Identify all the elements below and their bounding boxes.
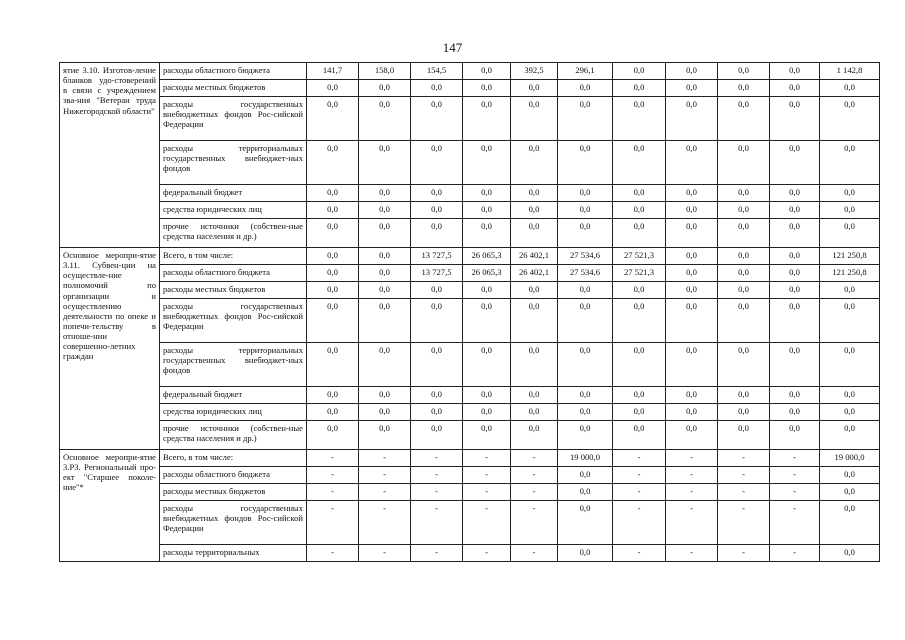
funding-source-cell: средства юридических лиц bbox=[160, 202, 307, 219]
value-cell: 0,0 bbox=[307, 141, 359, 185]
value-cell: 0,0 bbox=[718, 219, 770, 248]
value-cell: 0,0 bbox=[511, 343, 558, 387]
value-cell: - bbox=[411, 545, 463, 562]
value-cell: - bbox=[463, 484, 511, 501]
value-cell: 0,0 bbox=[666, 387, 718, 404]
value-cell: 0,0 bbox=[359, 248, 411, 265]
value-cell: 13 727,5 bbox=[411, 248, 463, 265]
funding-source-cell: средства юридических лиц bbox=[160, 404, 307, 421]
total-value-cell: 0,0 bbox=[820, 202, 880, 219]
total-value-cell: 0,0 bbox=[820, 97, 880, 141]
value-cell: - bbox=[511, 467, 558, 484]
value-cell: 0,0 bbox=[718, 343, 770, 387]
value-cell: 0,0 bbox=[411, 97, 463, 141]
table-row bbox=[60, 80, 880, 97]
value-cell: - bbox=[307, 484, 359, 501]
value-cell: 0,0 bbox=[463, 343, 511, 387]
value-cell: 0,0 bbox=[666, 202, 718, 219]
value-cell: 0,0 bbox=[558, 404, 613, 421]
value-cell: 0,0 bbox=[307, 265, 359, 282]
value-cell: 0,0 bbox=[718, 404, 770, 421]
total-value-cell: 0,0 bbox=[820, 80, 880, 97]
value-cell: - bbox=[770, 545, 820, 562]
value-cell: 0,0 bbox=[463, 97, 511, 141]
value-cell: - bbox=[359, 501, 411, 545]
value-cell: 0,0 bbox=[411, 282, 463, 299]
value-cell: 0,0 bbox=[307, 343, 359, 387]
value-cell: 0,0 bbox=[770, 202, 820, 219]
value-cell: 0,0 bbox=[463, 387, 511, 404]
funding-source-cell: федеральный бюджет bbox=[160, 185, 307, 202]
total-value-cell: 0,0 bbox=[820, 545, 880, 562]
value-cell: 0,0 bbox=[613, 97, 666, 141]
value-cell: 0,0 bbox=[463, 63, 511, 80]
value-cell: - bbox=[613, 484, 666, 501]
value-cell: 0,0 bbox=[613, 299, 666, 343]
funding-source-cell: расходы местных бюджетов bbox=[160, 484, 307, 501]
funding-source-cell: расходы территориальных государственных внебюджет-ных фондов bbox=[160, 141, 307, 185]
value-cell: 0,0 bbox=[558, 202, 613, 219]
total-value-cell: 0,0 bbox=[820, 185, 880, 202]
value-cell: - bbox=[718, 501, 770, 545]
value-cell: 0,0 bbox=[359, 299, 411, 343]
funding-source-cell: федеральный бюджет bbox=[160, 387, 307, 404]
value-cell: 0,0 bbox=[511, 219, 558, 248]
value-cell: 0,0 bbox=[511, 141, 558, 185]
value-cell: - bbox=[770, 484, 820, 501]
funding-source-cell: расходы местных бюджетов bbox=[160, 282, 307, 299]
table-row bbox=[60, 63, 880, 80]
value-cell: 0,0 bbox=[770, 387, 820, 404]
value-cell: - bbox=[613, 450, 666, 467]
value-cell: - bbox=[666, 450, 718, 467]
value-cell: 0,0 bbox=[359, 202, 411, 219]
value-cell: - bbox=[613, 545, 666, 562]
value-cell: 0,0 bbox=[511, 185, 558, 202]
value-cell: - bbox=[770, 501, 820, 545]
value-cell: 0,0 bbox=[718, 63, 770, 80]
value-cell: 26 065,3 bbox=[463, 265, 511, 282]
funding-source-cell: расходы государственных внебюджетных фондов Рос-сийской Федерации bbox=[160, 97, 307, 141]
value-cell: 0,0 bbox=[359, 219, 411, 248]
value-cell: - bbox=[307, 467, 359, 484]
value-cell: 0,0 bbox=[359, 97, 411, 141]
value-cell: 13 727,5 bbox=[411, 265, 463, 282]
value-cell: 0,0 bbox=[359, 421, 411, 450]
value-cell: 0,0 bbox=[718, 299, 770, 343]
value-cell: 0,0 bbox=[558, 343, 613, 387]
value-cell: 0,0 bbox=[770, 265, 820, 282]
value-cell: 0,0 bbox=[666, 141, 718, 185]
value-cell: 0,0 bbox=[718, 387, 770, 404]
total-value-cell: 0,0 bbox=[820, 501, 880, 545]
table-row bbox=[60, 484, 880, 501]
table-row bbox=[60, 450, 880, 467]
value-cell: - bbox=[359, 545, 411, 562]
value-cell: 0,0 bbox=[307, 421, 359, 450]
funding-source-cell: расходы областного бюджета bbox=[160, 265, 307, 282]
value-cell: 0,0 bbox=[359, 343, 411, 387]
value-cell: 0,0 bbox=[666, 421, 718, 450]
value-cell: 0,0 bbox=[411, 421, 463, 450]
value-cell: - bbox=[307, 545, 359, 562]
value-cell: 0,0 bbox=[613, 141, 666, 185]
value-cell: 19 000,0 bbox=[558, 450, 613, 467]
value-cell: 0,0 bbox=[463, 185, 511, 202]
value-cell: 0,0 bbox=[558, 501, 613, 545]
table-row bbox=[60, 404, 880, 421]
value-cell: 0,0 bbox=[718, 282, 770, 299]
value-cell: - bbox=[511, 545, 558, 562]
value-cell: 158,0 bbox=[359, 63, 411, 80]
value-cell: 0,0 bbox=[558, 421, 613, 450]
value-cell: - bbox=[666, 484, 718, 501]
value-cell: 0,0 bbox=[666, 299, 718, 343]
value-cell: - bbox=[770, 467, 820, 484]
funding-source-cell: прочие источники (собствен-ные средства населения и др.) bbox=[160, 421, 307, 450]
value-cell: 0,0 bbox=[307, 404, 359, 421]
value-cell: 0,0 bbox=[463, 282, 511, 299]
value-cell: 0,0 bbox=[770, 185, 820, 202]
table-row bbox=[60, 299, 880, 343]
value-cell: - bbox=[666, 467, 718, 484]
value-cell: 0,0 bbox=[463, 219, 511, 248]
value-cell: 27 521,3 bbox=[613, 265, 666, 282]
value-cell: 27 534,6 bbox=[558, 248, 613, 265]
value-cell: 0,0 bbox=[463, 202, 511, 219]
value-cell: 0,0 bbox=[411, 404, 463, 421]
value-cell: - bbox=[463, 467, 511, 484]
funding-source-cell: прочие источники (собствен-ные средства населения и др.) bbox=[160, 219, 307, 248]
value-cell: 0,0 bbox=[511, 387, 558, 404]
value-cell: 0,0 bbox=[307, 202, 359, 219]
total-value-cell: 0,0 bbox=[820, 467, 880, 484]
total-value-cell: 0,0 bbox=[820, 404, 880, 421]
value-cell: - bbox=[411, 450, 463, 467]
value-cell: 0,0 bbox=[613, 63, 666, 80]
value-cell: - bbox=[613, 467, 666, 484]
value-cell: - bbox=[718, 545, 770, 562]
value-cell: 0,0 bbox=[558, 80, 613, 97]
value-cell: 0,0 bbox=[666, 219, 718, 248]
total-value-cell: 0,0 bbox=[820, 141, 880, 185]
value-cell: 0,0 bbox=[558, 282, 613, 299]
value-cell: 0,0 bbox=[463, 141, 511, 185]
value-cell: 0,0 bbox=[718, 421, 770, 450]
value-cell: 0,0 bbox=[463, 421, 511, 450]
table-row bbox=[60, 343, 880, 387]
total-value-cell: 121 250,8 bbox=[820, 248, 880, 265]
value-cell: - bbox=[411, 484, 463, 501]
value-cell: 0,0 bbox=[411, 185, 463, 202]
value-cell: 0,0 bbox=[613, 404, 666, 421]
value-cell: 0,0 bbox=[511, 282, 558, 299]
value-cell: 0,0 bbox=[411, 299, 463, 343]
table-row bbox=[60, 248, 880, 265]
value-cell: 0,0 bbox=[770, 141, 820, 185]
value-cell: 26 402,1 bbox=[511, 265, 558, 282]
value-cell: - bbox=[307, 450, 359, 467]
value-cell: 0,0 bbox=[770, 421, 820, 450]
value-cell: 0,0 bbox=[359, 265, 411, 282]
value-cell: 0,0 bbox=[770, 63, 820, 80]
total-value-cell: 121 250,8 bbox=[820, 265, 880, 282]
value-cell: 0,0 bbox=[359, 80, 411, 97]
value-cell: 0,0 bbox=[359, 387, 411, 404]
total-value-cell: 0,0 bbox=[820, 299, 880, 343]
value-cell: - bbox=[359, 450, 411, 467]
funding-source-cell: расходы государственных внебюджетных фондов Рос-сийской Федерации bbox=[160, 501, 307, 545]
value-cell: 0,0 bbox=[613, 282, 666, 299]
value-cell: 0,0 bbox=[770, 343, 820, 387]
value-cell: - bbox=[666, 545, 718, 562]
value-cell: 0,0 bbox=[558, 484, 613, 501]
value-cell: 0,0 bbox=[666, 97, 718, 141]
value-cell: 0,0 bbox=[613, 80, 666, 97]
value-cell: 27 534,6 bbox=[558, 265, 613, 282]
value-cell: 0,0 bbox=[558, 185, 613, 202]
value-cell: 0,0 bbox=[558, 387, 613, 404]
value-cell: - bbox=[666, 501, 718, 545]
value-cell: 0,0 bbox=[558, 299, 613, 343]
table-row bbox=[60, 282, 880, 299]
activity-cell: Основное меропри-ятие 3.P3. Региональный про-ект "Старшее поколе-ние"* bbox=[60, 450, 160, 562]
value-cell: 0,0 bbox=[613, 343, 666, 387]
value-cell: 0,0 bbox=[359, 185, 411, 202]
budget-table bbox=[59, 62, 880, 562]
value-cell: 0,0 bbox=[718, 97, 770, 141]
value-cell: 0,0 bbox=[770, 404, 820, 421]
value-cell: 0,0 bbox=[770, 282, 820, 299]
value-cell: 0,0 bbox=[558, 141, 613, 185]
table-row bbox=[60, 185, 880, 202]
value-cell: - bbox=[511, 450, 558, 467]
table-row bbox=[60, 265, 880, 282]
funding-source-cell: расходы областного бюджета bbox=[160, 63, 307, 80]
value-cell: 296,1 bbox=[558, 63, 613, 80]
table-row bbox=[60, 202, 880, 219]
value-cell: - bbox=[411, 467, 463, 484]
value-cell: 0,0 bbox=[770, 219, 820, 248]
table-row bbox=[60, 141, 880, 185]
value-cell: 0,0 bbox=[511, 299, 558, 343]
value-cell: 0,0 bbox=[307, 97, 359, 141]
value-cell: 0,0 bbox=[359, 141, 411, 185]
table-row bbox=[60, 545, 880, 562]
table-row bbox=[60, 97, 880, 141]
value-cell: 0,0 bbox=[613, 421, 666, 450]
page-number: 147 bbox=[442, 40, 463, 55]
table-row bbox=[60, 387, 880, 404]
value-cell: 0,0 bbox=[511, 80, 558, 97]
table-row bbox=[60, 421, 880, 450]
value-cell: 0,0 bbox=[666, 63, 718, 80]
value-cell: - bbox=[463, 450, 511, 467]
value-cell: 0,0 bbox=[411, 141, 463, 185]
value-cell: 0,0 bbox=[770, 299, 820, 343]
value-cell: 0,0 bbox=[411, 80, 463, 97]
value-cell: 0,0 bbox=[558, 97, 613, 141]
total-value-cell: 0,0 bbox=[820, 219, 880, 248]
value-cell: 0,0 bbox=[558, 467, 613, 484]
value-cell: - bbox=[718, 484, 770, 501]
value-cell: 0,0 bbox=[307, 219, 359, 248]
total-value-cell: 0,0 bbox=[820, 282, 880, 299]
funding-source-cell: расходы территориальных государственных внебюджет-ных фондов bbox=[160, 343, 307, 387]
funding-source-cell: расходы областного бюджета bbox=[160, 467, 307, 484]
value-cell: - bbox=[463, 545, 511, 562]
value-cell: - bbox=[770, 450, 820, 467]
value-cell: 0,0 bbox=[613, 219, 666, 248]
value-cell: - bbox=[613, 501, 666, 545]
value-cell: 0,0 bbox=[511, 202, 558, 219]
funding-source-cell: Всего, в том числе: bbox=[160, 450, 307, 467]
value-cell: 141,7 bbox=[307, 63, 359, 80]
budget-table-body bbox=[60, 63, 880, 562]
value-cell: 0,0 bbox=[666, 80, 718, 97]
value-cell: 0,0 bbox=[666, 282, 718, 299]
value-cell: 0,0 bbox=[666, 185, 718, 202]
value-cell: - bbox=[307, 501, 359, 545]
total-value-cell: 0,0 bbox=[820, 421, 880, 450]
value-cell: 0,0 bbox=[613, 185, 666, 202]
value-cell: - bbox=[718, 467, 770, 484]
value-cell: 0,0 bbox=[718, 248, 770, 265]
value-cell: 0,0 bbox=[511, 404, 558, 421]
value-cell: - bbox=[511, 501, 558, 545]
value-cell: 0,0 bbox=[411, 343, 463, 387]
value-cell: - bbox=[463, 501, 511, 545]
value-cell: 0,0 bbox=[558, 545, 613, 562]
value-cell: 0,0 bbox=[411, 219, 463, 248]
table-row bbox=[60, 501, 880, 545]
value-cell: 0,0 bbox=[770, 80, 820, 97]
total-value-cell: 0,0 bbox=[820, 343, 880, 387]
total-value-cell: 0,0 bbox=[820, 387, 880, 404]
table-row bbox=[60, 467, 880, 484]
funding-source-cell: Всего, в том числе: bbox=[160, 248, 307, 265]
value-cell: 0,0 bbox=[511, 97, 558, 141]
value-cell: 0,0 bbox=[307, 387, 359, 404]
value-cell: 26 402,1 bbox=[511, 248, 558, 265]
value-cell: 154,5 bbox=[411, 63, 463, 80]
value-cell: - bbox=[411, 501, 463, 545]
value-cell: 0,0 bbox=[718, 202, 770, 219]
value-cell: 0,0 bbox=[558, 219, 613, 248]
value-cell: 26 065,3 bbox=[463, 248, 511, 265]
funding-source-cell: расходы территориальных bbox=[160, 545, 307, 562]
value-cell: 0,0 bbox=[307, 248, 359, 265]
value-cell: 0,0 bbox=[770, 248, 820, 265]
value-cell: 0,0 bbox=[718, 80, 770, 97]
value-cell: 27 521,3 bbox=[613, 248, 666, 265]
value-cell: 0,0 bbox=[411, 387, 463, 404]
value-cell: 0,0 bbox=[307, 80, 359, 97]
value-cell: 0,0 bbox=[666, 404, 718, 421]
activity-cell: Основное меропри-ятие 3.11. Субвен-ции на осуществле-ние полномочий по организации и осуществлению деятельности по опеке и попечи-тельству в отноше-нии совершенно-летних граждан bbox=[60, 248, 160, 450]
value-cell: 0,0 bbox=[666, 265, 718, 282]
value-cell: - bbox=[718, 450, 770, 467]
value-cell: 0,0 bbox=[718, 185, 770, 202]
value-cell: 0,0 bbox=[307, 299, 359, 343]
value-cell: 0,0 bbox=[511, 421, 558, 450]
value-cell: - bbox=[511, 484, 558, 501]
value-cell: 0,0 bbox=[359, 282, 411, 299]
value-cell: 0,0 bbox=[463, 404, 511, 421]
value-cell: - bbox=[359, 467, 411, 484]
total-value-cell: 1 142,8 bbox=[820, 63, 880, 80]
value-cell: 0,0 bbox=[307, 185, 359, 202]
value-cell: 0,0 bbox=[411, 202, 463, 219]
value-cell: 0,0 bbox=[307, 282, 359, 299]
funding-source-cell: расходы местных бюджетов bbox=[160, 80, 307, 97]
value-cell: 0,0 bbox=[718, 265, 770, 282]
value-cell: 0,0 bbox=[718, 141, 770, 185]
value-cell: 0,0 bbox=[613, 202, 666, 219]
total-value-cell: 0,0 bbox=[820, 484, 880, 501]
value-cell: 0,0 bbox=[666, 248, 718, 265]
total-value-cell: 19 000,0 bbox=[820, 450, 880, 467]
funding-source-cell: расходы государственных внебюджетных фондов Рос-сийской Федерации bbox=[160, 299, 307, 343]
value-cell: 0,0 bbox=[666, 343, 718, 387]
table-row bbox=[60, 219, 880, 248]
value-cell: 392,5 bbox=[511, 63, 558, 80]
value-cell: 0,0 bbox=[613, 387, 666, 404]
value-cell: 0,0 bbox=[770, 97, 820, 141]
value-cell: 0,0 bbox=[463, 299, 511, 343]
value-cell: - bbox=[359, 484, 411, 501]
value-cell: 0,0 bbox=[463, 80, 511, 97]
value-cell: 0,0 bbox=[359, 404, 411, 421]
activity-cell: ятие 3.10. Изготов-ление бланков удо-стоверений в связи с учреждением зва-ния "Ветеран труда Нижегородской области" bbox=[60, 63, 160, 248]
